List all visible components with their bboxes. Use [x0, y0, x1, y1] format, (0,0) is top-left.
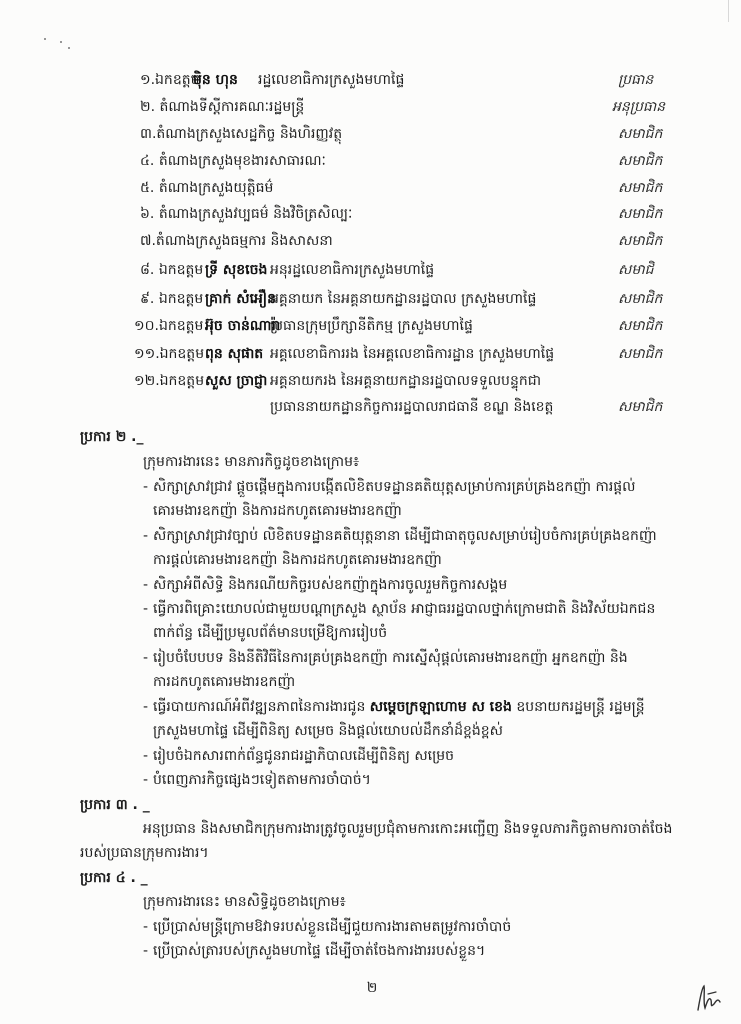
member-row	[0, 314, 741, 338]
duty-item-cont: ការដកហូតគោរមងារឧកញ៉ា	[153, 674, 296, 690]
member-role: សមាជិក	[618, 126, 663, 142]
member-role: សមាជិក	[618, 233, 663, 249]
member-title: អនុរដ្ឋលេខាធិការក្រសួងមហាផ្ទៃ	[270, 262, 435, 278]
member-name: ពុន សុផាត	[205, 346, 264, 362]
dignitary-name: សម្តេចក្រឡាហោម ស ខេង	[369, 699, 512, 715]
duty-item: រៀបចំបែបបទ និងនីតិវិធីនៃការគ្រប់គ្រងឧកញ៉ា ការស្នើសុំផ្តល់គោរមងារឧកញ៉ា អ្នកឧកញ៉ា និង	[153, 650, 628, 666]
member-row	[0, 287, 741, 311]
member-label: ៨. ឯកឧត្តម	[140, 262, 204, 278]
member-row	[0, 122, 741, 146]
scan-speck	[68, 47, 70, 49]
duty-item	[153, 695, 698, 719]
member-label: ៤. តំណាងក្រសួងមុខងារសាធារណៈ	[140, 153, 326, 169]
duty-text: ធ្វើរបាយការណ៍អំពីវឌ្ឍនភាពនៃការងារជូន	[153, 699, 370, 715]
duty-item-cont: គោរមងារឧកញ៉ា និងការដកហូតគោរមងារឧកញ៉ា	[153, 503, 402, 519]
member-role: សមាជិក	[618, 318, 663, 334]
member-title: អគ្គនាយក នៃអគ្គនាយកដ្ឋានរដ្ឋបាល ក្រសួងមហាផ្ទៃ	[270, 291, 537, 307]
member-role: អនុប្រធាន	[612, 99, 666, 115]
member-row	[0, 95, 741, 119]
member-title: អគ្គលេខាធិការរង នៃអគ្គលេខាធិការដ្ឋាន ក្រសួងមហាផ្ទៃ	[270, 346, 555, 362]
member-row	[0, 68, 741, 92]
member-title: ប្រធានក្រុមប្រឹក្សានីតិកម្ម ក្រសួងមហាផ្ទៃ	[270, 318, 473, 334]
member-name: ម៉ិន ហុន	[193, 72, 238, 88]
member-label: ២. តំណាងទីស្តីការគណៈរដ្ឋមន្ត្រី	[140, 99, 305, 115]
article-3-text-cont: របស់ប្រធានក្រុមការងារ។	[80, 845, 209, 861]
bullet-dash: -	[143, 748, 149, 764]
member-row	[0, 176, 741, 200]
signature-mark	[692, 980, 728, 1016]
member-row	[0, 342, 741, 366]
member-name: អ៊ុច ចាន់ណារ៉ា	[205, 318, 281, 334]
bullet-dash: -	[143, 943, 149, 959]
duty-item-cont: ក្រសួងមហាផ្ទៃ ដើម្បីពិនិត្យ សម្រេច និងផ្តល់យោបល់ដឹកនាំដ៏ខ្ពង់ខ្ពស់	[153, 723, 503, 739]
member-role: សមាជិក	[618, 153, 663, 169]
member-label: ៩. ឯកឧត្តម	[140, 291, 204, 307]
bullet-dash: -	[143, 528, 149, 544]
scan-speck	[60, 41, 62, 43]
page-number: ២	[366, 980, 378, 996]
member-role: សមាជិក	[618, 206, 663, 222]
scan-speck	[44, 38, 46, 40]
member-label: ១.ឯកឧត្តម	[140, 72, 200, 88]
member-role: សមាជិក	[618, 399, 663, 415]
member-row	[0, 229, 741, 253]
member-name: គ្រាក់ សំអឿន	[205, 291, 276, 307]
member-row-continuation	[0, 395, 741, 419]
article-4-intro: ក្រុមការងារនេះ មានសិទ្ធិដូចខាងក្រោម៖	[143, 894, 346, 910]
bullet-dash: -	[143, 919, 149, 935]
duty-text: ឧបនាយករដ្ឋមន្ត្រី រដ្ឋមន្ត្រី	[511, 699, 645, 715]
bullet-dash: -	[143, 479, 149, 495]
member-label: ១១.ឯកឧត្តម	[134, 346, 205, 362]
bullet-dash: -	[143, 601, 149, 617]
member-label: ៥. តំណាងក្រសួងយុត្តិធម៌	[140, 180, 274, 196]
article-2-intro: ក្រុមការងារនេះ មានភារកិច្ចដូចខាងក្រោម៖	[143, 454, 360, 470]
bullet-dash: -	[143, 577, 149, 593]
right-item: ប្រើប្រាស់ត្រារបស់ក្រសួងមហាផ្ទៃ ដើម្បីចាត់ចែងការងាររបស់ខ្លួន។	[153, 943, 486, 959]
member-row	[0, 258, 741, 282]
right-item: ប្រើប្រាស់មន្ត្រីក្រោមឱវាទរបស់ខ្លួនដើម្បីជួយការងារតាមតម្រូវការចាំបាច់	[153, 919, 512, 935]
member-title: រដ្ឋលេខាធិការក្រសួងមហាផ្ទៃ	[258, 72, 405, 88]
member-row	[0, 369, 741, 393]
article-3-text: អនុប្រធាន និងសមាជិកក្រុមការងារត្រូវចូលរួមប្រជុំតាមការកោះអញ្ជើញ និងទទួលភារកិច្ចតាមការចាត់ចែង	[143, 821, 673, 837]
member-title-line2: ប្រធាននាយកដ្ឋានកិច្ចការរដ្ឋបាលរាជធានី ខណ្ឌ និងខេត្ត	[270, 399, 554, 415]
bullet-dash: -	[143, 772, 149, 788]
member-label: ១២.ឯកឧត្តម	[134, 373, 205, 389]
member-role: សមាជិក	[618, 180, 663, 196]
member-role: សមាជិក	[618, 291, 663, 307]
member-label: ៣.តំណាងក្រសួងសេដ្ឋកិច្ច និងហិរញ្ញវត្ថុ	[140, 126, 343, 142]
duty-item: រៀបចំឯកសារពាក់ព័ន្ធជូនរាជរដ្ឋាភិបាលដើម្បីពិនិត្យ សម្រេច	[153, 748, 455, 764]
member-row	[0, 202, 741, 226]
member-name: ទ្រី សុខចេង	[205, 262, 268, 278]
article-3-heading: ប្រការ ៣ . _	[80, 797, 150, 813]
member-row	[0, 149, 741, 173]
duty-item: សិក្សាស្រាវជ្រាវច្បាប់ លិខិតបទដ្ឋានគតិយុត្តនានា ដើម្បីជាធាតុចូលសម្រាប់រៀបចំការគ្រប់គ្រងឧកញ៉ា	[153, 528, 657, 544]
member-title: អគ្គនាយករង នៃអគ្គនាយកដ្ឋានរដ្ឋបាលទទួលបន្ទុកជា	[270, 373, 542, 389]
member-label: ៧.តំណាងក្រសួងធម្មការ និងសាសនា	[140, 233, 333, 249]
article-2-heading: ប្រការ ២ ._	[80, 429, 144, 445]
duty-item-cont: ពាក់ព័ន្ធ ដើម្បីប្រមូលព័ត៌មានបម្រើឱ្យការរៀបចំ	[153, 625, 388, 641]
member-name: សួស ច្រាជ្ញា	[205, 373, 268, 389]
duty-item: សិក្សាអំពីសិទ្ធិ និងករណីយកិច្ចរបស់ឧកញ៉ាក្នុងការចូលរួមកិច្ចការសង្គម	[153, 577, 508, 593]
scan-edge	[728, 0, 729, 22]
duty-item: សិក្សាស្រាវជ្រាវ ផ្តួចផ្តើមក្នុងការបង្កើតលិខិតបទដ្ឋានគតិយុត្តសម្រាប់ការគ្រប់គ្រងឧកញ៉ា ការផ្តល់	[153, 479, 636, 495]
member-label: ៦. តំណាងក្រសួងវប្បធម៌ និងវិចិត្រសិល្បៈ	[140, 206, 353, 222]
bullet-dash: -	[143, 650, 149, 666]
member-role: សមាជិក	[618, 346, 663, 362]
member-label: ១០.ឯកឧត្តម	[134, 318, 204, 334]
member-role: ប្រធាន	[618, 72, 654, 88]
article-4-heading: ប្រការ ៤ . _	[80, 870, 148, 886]
duty-item: ធ្វើការពិគ្រោះយោបល់ជាមួយបណ្តាក្រសួង ស្ថាប័ន អាជ្ញាធររដ្ឋបាលថ្នាក់ក្រោមជាតិ និងវិស័យឯកជន	[153, 601, 656, 617]
duty-item-cont: ការផ្តល់គោរមងារឧកញ៉ា និងការដកហូតគោរមងារឧកញ៉ា	[153, 552, 442, 568]
duty-item: បំពេញភារកិច្ចផ្សេងៗទៀតតាមការចាំបាច់។	[153, 772, 371, 788]
bullet-dash: -	[143, 699, 149, 715]
member-role: សមាជិ	[618, 262, 654, 278]
